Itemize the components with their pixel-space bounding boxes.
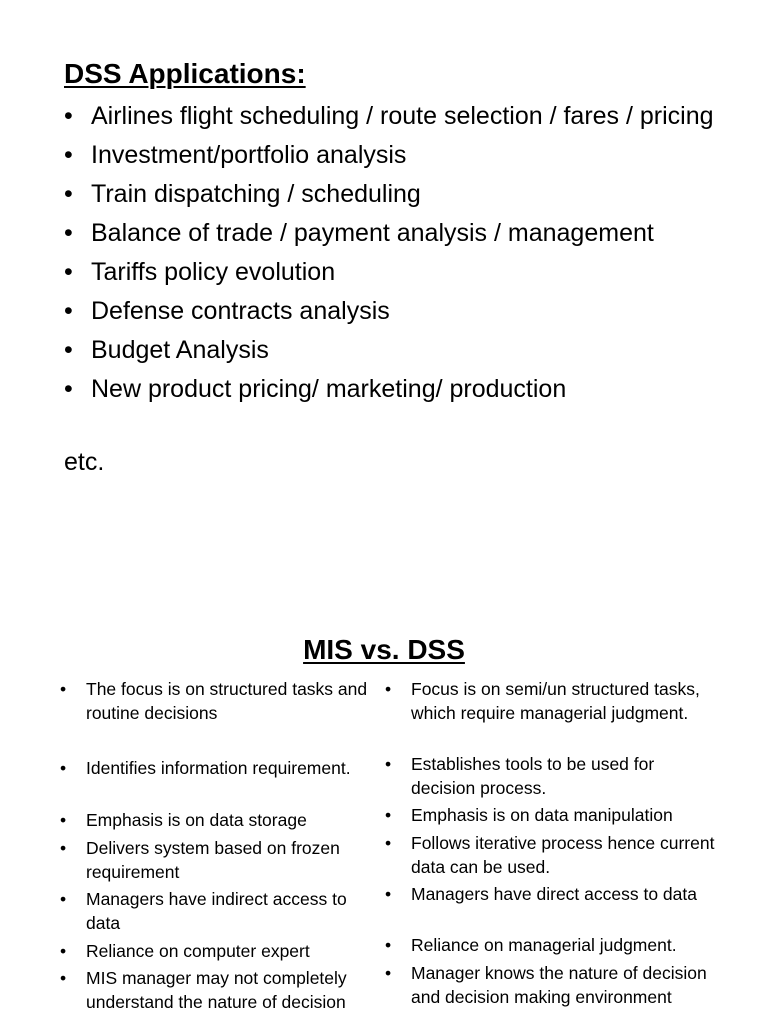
applications-title: DSS Applications:: [64, 58, 306, 89]
application-item: [64, 139, 724, 172]
mis-item-text: Identifies information requirement.: [86, 758, 351, 778]
dss-item-text: Manager knows the nature of decision and decision making environment: [411, 963, 707, 1007]
dss-item-text: Reliance on managerial judgment.: [411, 935, 677, 955]
mis-item: [58, 757, 378, 781]
mis-item-text: MIS manager may not completely understand the nature of decision: [86, 968, 347, 1012]
application-item-text: Budget Analysis: [91, 336, 269, 364]
mis-item-text: Reliance on computer expert: [86, 941, 310, 961]
dss-item-text: Follows iterative process hence current data can be used.: [411, 833, 715, 877]
mis-item: [58, 940, 378, 964]
comparison-title: MIS vs. DSS: [303, 634, 465, 665]
bullet-icon: •: [60, 889, 67, 909]
application-item-text: Tariffs policy evolution: [91, 258, 336, 286]
bullet-icon: •: [385, 833, 392, 853]
mis-item: [58, 888, 378, 935]
applications-footer: etc.: [64, 448, 105, 476]
dss-item: [383, 678, 723, 725]
bullet-icon: •: [385, 754, 392, 774]
bullet-icon: •: [60, 838, 67, 858]
bullet-icon: •: [64, 102, 73, 130]
dss-item-text: Emphasis is on data manipulation: [411, 805, 673, 825]
dss-item: [383, 753, 723, 800]
dss-item: [383, 934, 723, 958]
dss-item: [383, 804, 723, 828]
application-item: [64, 178, 724, 211]
dss-item: [383, 962, 723, 1009]
mis-item: [58, 967, 378, 1014]
bullet-icon: •: [64, 258, 73, 286]
mis-item-text: Emphasis is on data storage: [86, 810, 307, 830]
bullet-icon: •: [60, 758, 67, 778]
bullet-icon: •: [60, 941, 67, 961]
bullet-icon: •: [64, 141, 73, 169]
application-item-text: Airlines flight scheduling / route selection / fares / pricing: [91, 102, 714, 130]
bullet-icon: •: [64, 297, 73, 325]
mis-item-text: Delivers system based on frozen requirement: [86, 838, 340, 882]
application-item: [64, 373, 724, 406]
dss-item: [383, 832, 723, 879]
bullet-icon: •: [385, 935, 392, 955]
bullet-icon: •: [385, 884, 392, 904]
application-item-text: New product pricing/ marketing/ production: [91, 375, 567, 403]
bullet-icon: •: [64, 180, 73, 208]
application-item: [64, 100, 724, 133]
bullet-icon: •: [64, 219, 73, 247]
application-item-text: Investment/portfolio analysis: [91, 141, 407, 169]
bullet-icon: •: [60, 810, 67, 830]
application-item: [64, 334, 724, 367]
bullet-icon: •: [385, 963, 392, 983]
bullet-icon: •: [385, 679, 392, 699]
dss-item: [383, 883, 723, 907]
mis-item: [58, 809, 378, 833]
bullet-icon: •: [60, 968, 67, 988]
bullet-icon: •: [385, 805, 392, 825]
mis-item-text: The focus is on structured tasks and routine decisions: [86, 679, 368, 723]
dss-item-text: Establishes tools to be used for decision process.: [411, 754, 655, 798]
dss-item-text: Managers have direct access to data: [411, 884, 697, 904]
application-item: [64, 256, 724, 289]
mis-item-text: Managers have indirect access to data: [86, 889, 347, 933]
dss-item-text: Focus is on semi/un structured tasks, which require managerial judgment.: [411, 679, 700, 723]
application-item-text: Balance of trade / payment analysis / management: [91, 219, 654, 247]
bullet-icon: •: [60, 679, 67, 699]
application-item: [64, 217, 724, 250]
application-item-text: Train dispatching / scheduling: [91, 180, 421, 208]
mis-item: [58, 678, 378, 725]
mis-item: [58, 837, 378, 884]
bullet-icon: •: [64, 375, 73, 403]
bullet-icon: •: [64, 336, 73, 364]
application-item-text: Defense contracts analysis: [91, 297, 390, 325]
applications-list: [64, 100, 724, 412]
application-item: [64, 295, 724, 328]
